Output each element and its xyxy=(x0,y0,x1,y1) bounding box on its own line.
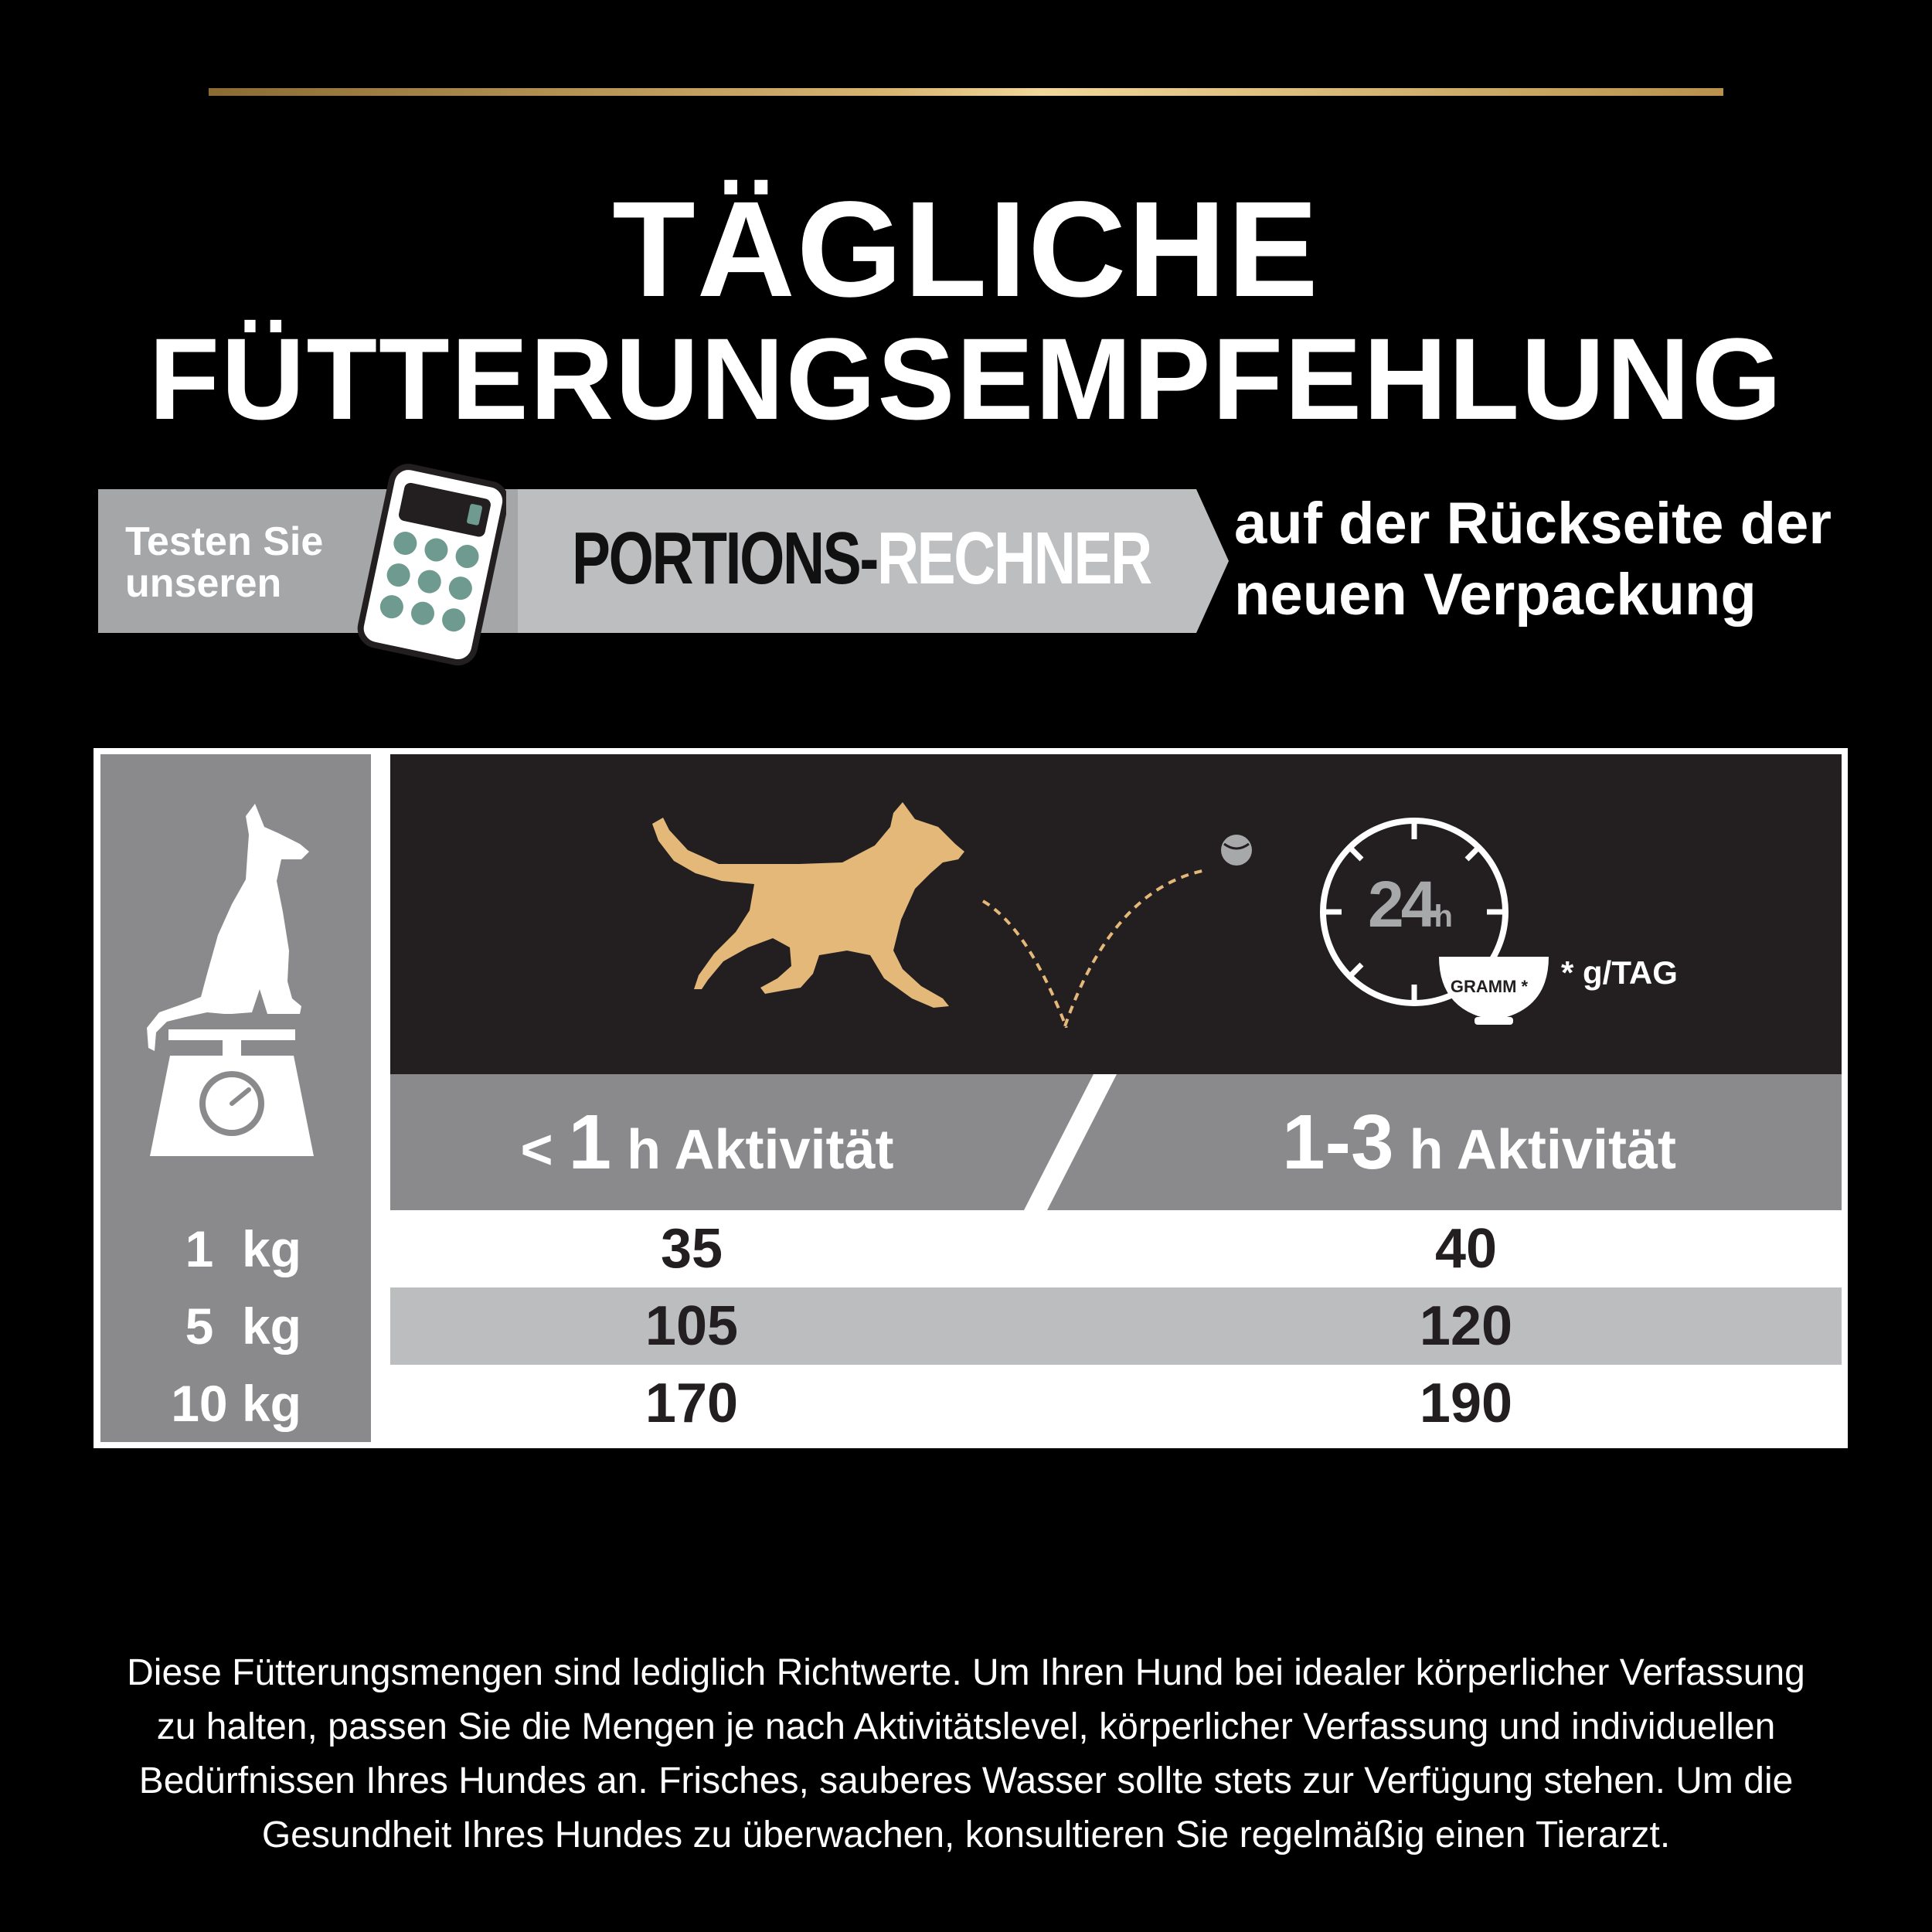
table-cell-high: 40 xyxy=(1434,1218,1498,1280)
banner-intro-line2: unseren xyxy=(125,561,282,606)
page-title-line1: TÄGLICHE xyxy=(612,174,1320,325)
bowl-gramm-label: GRAMM * xyxy=(1450,977,1529,996)
col1-prefix: < xyxy=(520,1119,569,1181)
table-cell-low: 35 xyxy=(660,1218,723,1280)
banner-location-line2: neuen Verpackung xyxy=(1234,562,1757,628)
banner-intro-text xyxy=(125,521,357,604)
column-header-high-activity xyxy=(1117,1096,1842,1196)
disclaimer-line1: Diese Fütterungsmengen sind lediglich Richtwerte. Um Ihren Hund bei idealer körperlicher Verfassung xyxy=(127,1652,1805,1693)
column-header-low-activity xyxy=(390,1096,1024,1196)
weight-label: 10 kg xyxy=(171,1375,301,1432)
banner-location-line1: auf der Rückseite der xyxy=(1234,491,1832,556)
weight-label: 1 kg xyxy=(185,1220,301,1277)
clock-hours: 24 xyxy=(1368,868,1434,940)
grams-per-day-note: * g/TAG xyxy=(1561,954,1678,991)
col2-hours: 1-3 xyxy=(1282,1099,1394,1185)
weight-label: 5 kg xyxy=(185,1298,301,1355)
col2-suffix: h Aktivität xyxy=(1393,1119,1676,1181)
clock-unit: h xyxy=(1434,900,1450,934)
gold-divider-line xyxy=(209,88,1723,96)
banner-intro-line1: Testen Sie xyxy=(125,519,324,564)
banner-location-text xyxy=(1234,488,1922,631)
table-cell-low: 105 xyxy=(645,1295,739,1357)
col1-suffix: h Aktivität xyxy=(611,1119,894,1181)
table-cell-low: 170 xyxy=(645,1372,739,1434)
disclaimer-line3: Bedürfnissen Ihres Hundes an. Frisches, sauberes Wasser sollte stets zur Verfügung stehen. Um die xyxy=(138,1760,1794,1801)
col1-hours: 1 xyxy=(568,1099,612,1185)
rechner-part2: RECHNER xyxy=(876,517,1151,600)
feeding-disclaimer xyxy=(0,1646,1932,1862)
portion-calculator-label xyxy=(572,516,1151,601)
clock-24h-label xyxy=(1368,866,1450,955)
running-dog-icon xyxy=(618,796,1298,1028)
disclaimer-line4: Gesundheit Ihres Hundes zu überwachen, konsultieren Sie regelmäßig einen Tierarzt. xyxy=(261,1815,1671,1855)
calculator-icon xyxy=(352,464,506,668)
rechner-part1: PORTIONS- xyxy=(572,517,877,600)
page-title-line2: FÜTTERUNGSEMPFEHLUNG xyxy=(148,314,1784,444)
table-cell-high: 190 xyxy=(1419,1372,1513,1434)
dog-on-scale-icon xyxy=(116,788,348,1159)
header-diagonal-divider xyxy=(1024,1074,1117,1210)
table-cell-high: 120 xyxy=(1419,1295,1513,1357)
disclaimer-line2: zu halten, passen Sie die Mengen je nach Aktivitätslevel, körperlicher Verfassung und individuellen xyxy=(156,1706,1776,1747)
ball-icon xyxy=(1221,835,1252,866)
